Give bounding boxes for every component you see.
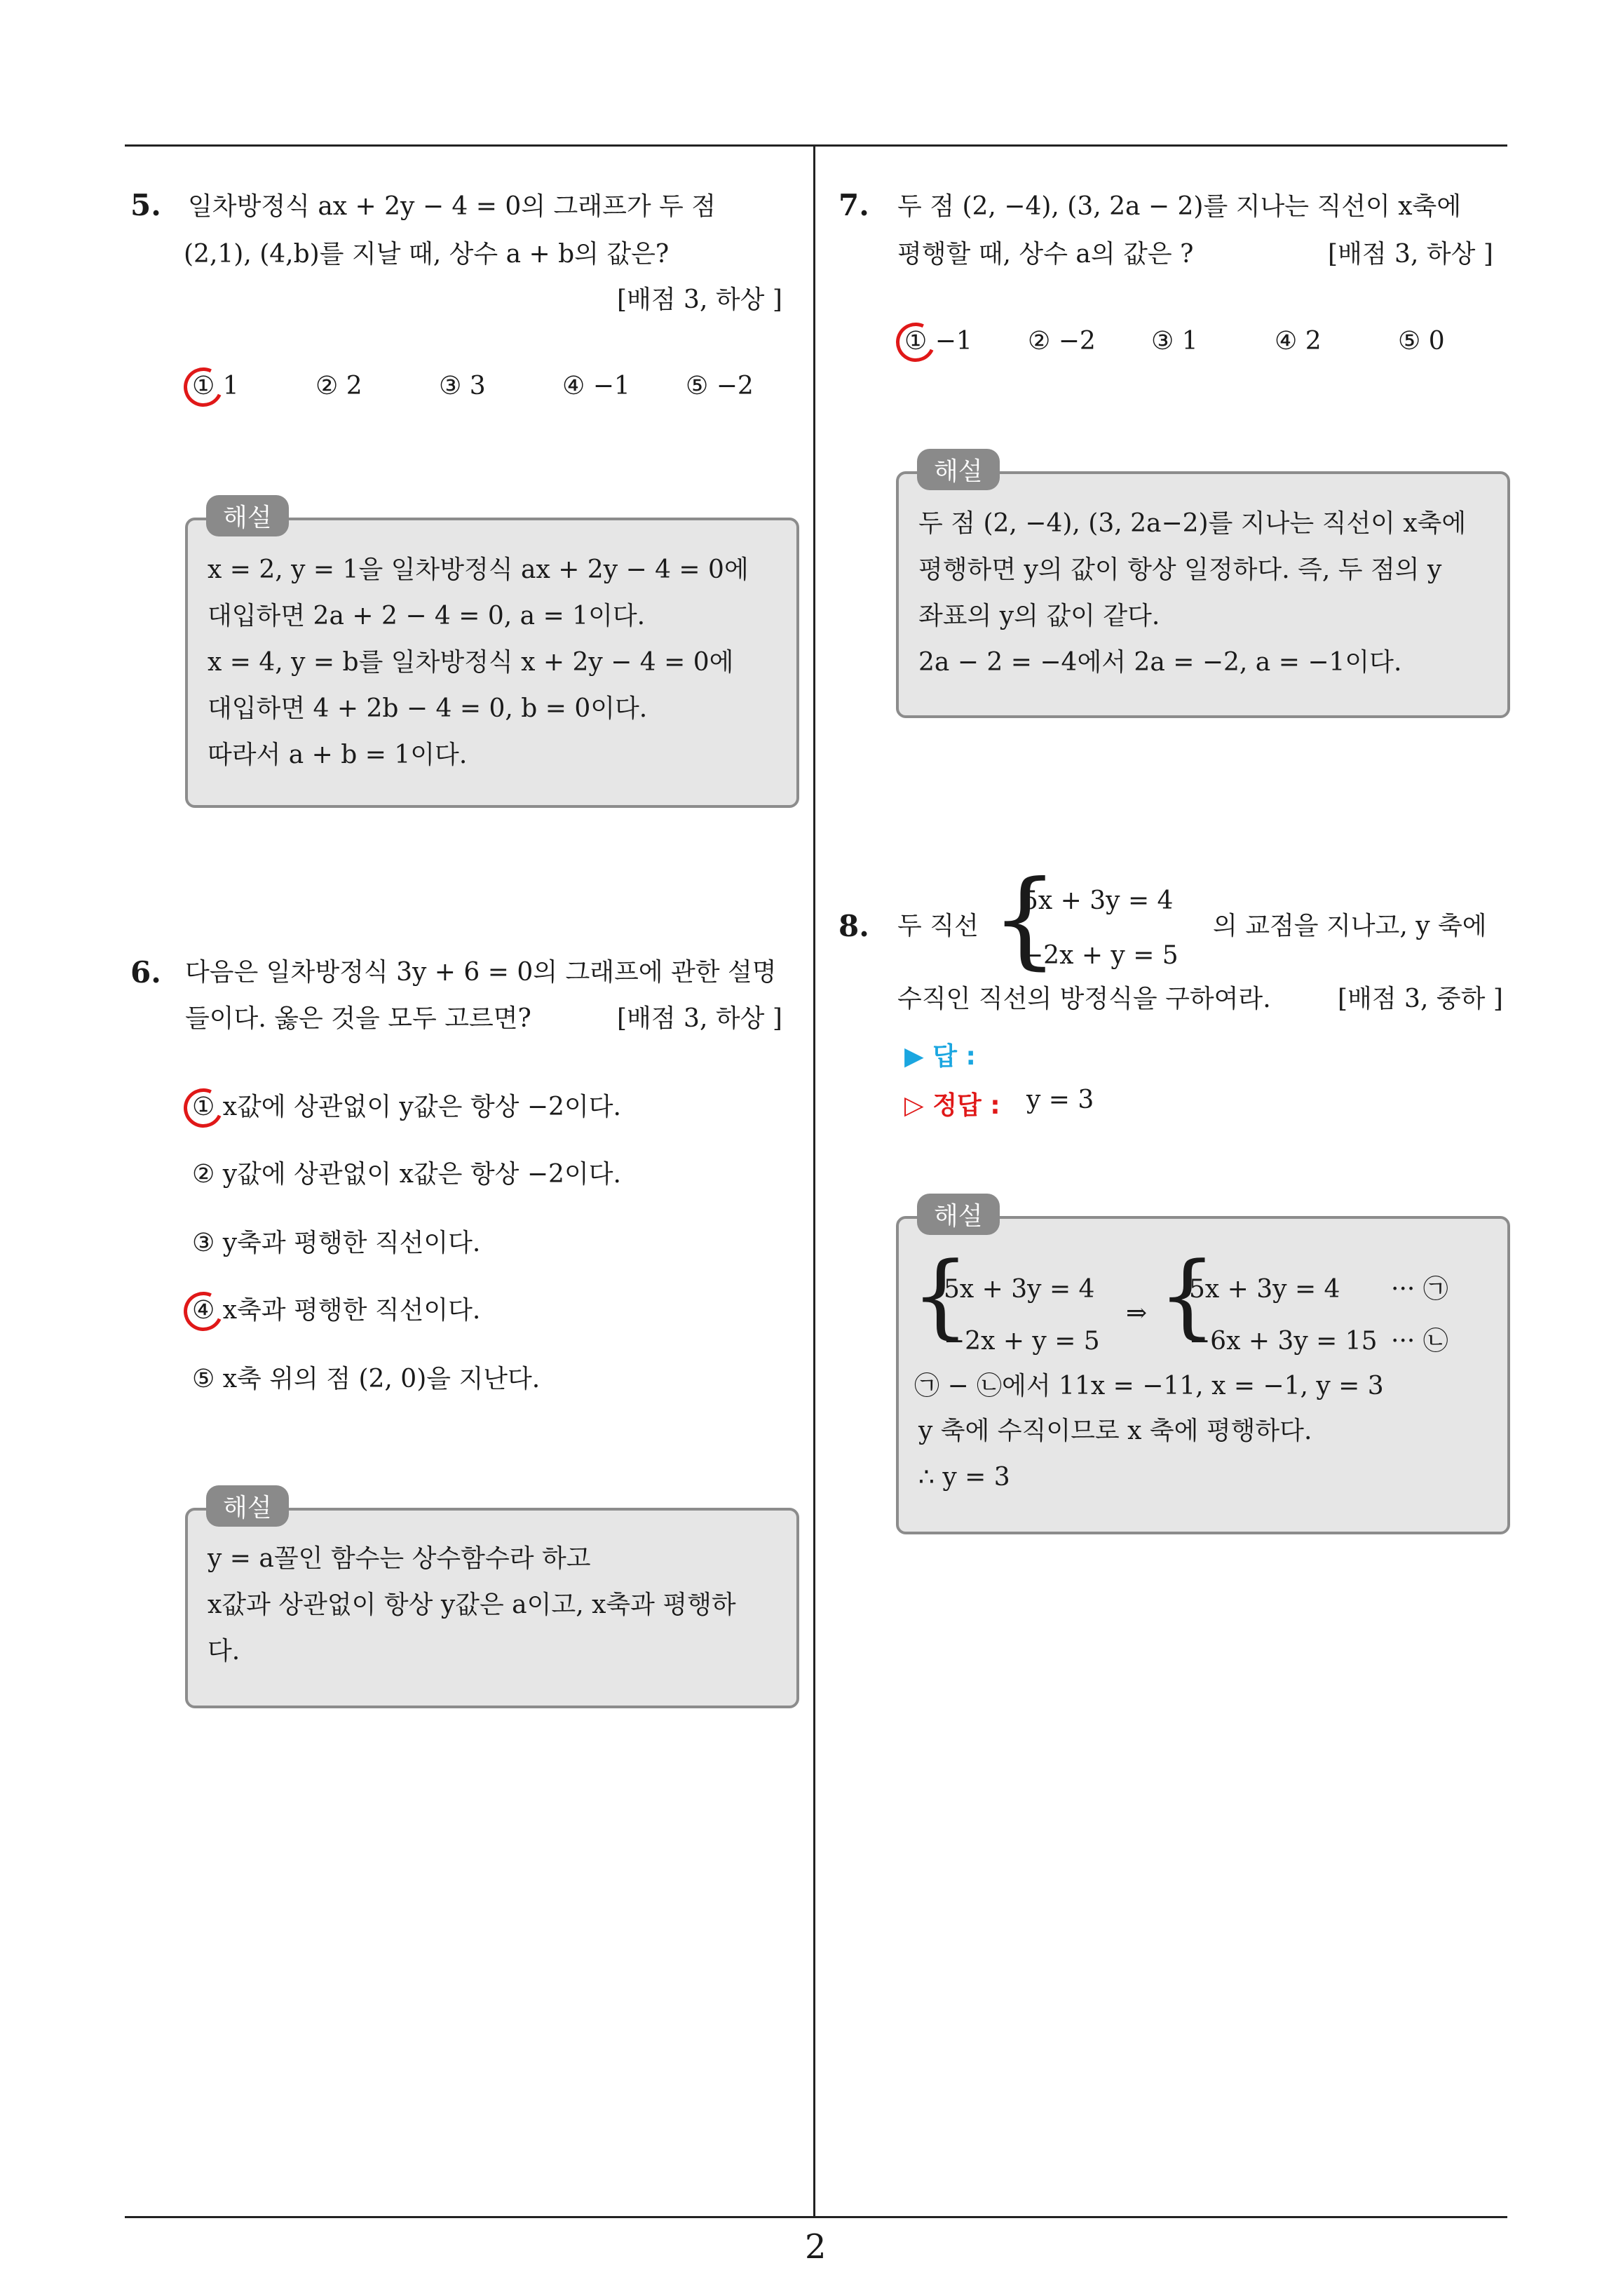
q8-line2: 수직인 직선의 방정식을 구하여라. [897, 985, 1271, 1013]
q8-exp-right2: −6x + 3y = 15 [1189, 1327, 1378, 1356]
q6-choice-5[interactable]: ⑤ x축 위의 점 (2, 0)을 지난다. [192, 1365, 541, 1393]
q8-pre: 두 직선 [897, 912, 979, 940]
q8-answer-label: ▶ 답 : [904, 1042, 976, 1071]
q6-choice-3[interactable]: ③ y축과 평행한 직선이다. [192, 1229, 481, 1257]
q8-system-brace: { [991, 858, 1059, 980]
q6-exp-1: y = a꼴인 함수는 상수함수라 하고 [208, 1544, 591, 1573]
q8-exp-mark1: ··· ㉠ [1391, 1275, 1448, 1304]
q6-choice-2[interactable]: ② y값에 상관없이 x값은 항상 −2이다. [192, 1160, 621, 1189]
q8-meta: [배점 3, 중하 ] [1338, 985, 1503, 1013]
q6-choice-1[interactable]: ① x값에 상관없이 y값은 항상 −2이다. [192, 1093, 621, 1121]
q7-exp-4: 2a − 2 = −4에서 2a = −2, a = −1이다. [918, 648, 1402, 677]
q5-meta: [배점 3, 하상 ] [617, 285, 782, 314]
q7-exp-2: 평행하면 y의 값이 항상 일정하다. 즉, 두 점의 y [918, 555, 1442, 584]
q7-choice-1[interactable]: ① −1 [904, 327, 972, 356]
q8-exp-left2: −2x + y = 5 [944, 1327, 1100, 1356]
footer-rule [125, 2216, 1507, 2218]
q5-line1: 일차방정식 ax + 2y − 4 = 0의 그래프가 두 점 [188, 192, 717, 221]
page-number: 2 [805, 2227, 827, 2267]
q8-exp-arrow: ⇒ [1126, 1299, 1148, 1328]
q5-number: 5. [130, 188, 161, 222]
q8-number: 8. [838, 909, 869, 943]
q7-choice-5[interactable]: ⑤ 0 [1398, 327, 1445, 356]
header-rule [125, 144, 1507, 147]
q6-choice-4[interactable]: ④ x축과 평행한 직선이다. [192, 1296, 481, 1325]
q5-selected-mark [178, 362, 229, 412]
q5-exp-2: 대입하면 2a + 2 − 4 = 0, a = 1이다. [208, 602, 646, 630]
q5-choice-5[interactable]: ⑤ −2 [686, 372, 754, 400]
q8-exp-left1: 5x + 3y = 4 [944, 1275, 1095, 1304]
q5-exp-4: 대입하면 4 + 2b − 4 = 0, b = 0이다. [208, 694, 648, 723]
q7-choice-2[interactable]: ② −2 [1028, 327, 1096, 356]
q8-exp-right1: 5x + 3y = 4 [1189, 1275, 1340, 1304]
q7-selected-mark [890, 317, 941, 367]
q8-correct-label: ▷ 정답 : [904, 1091, 1000, 1120]
q5-choice-4[interactable]: ④ −1 [562, 372, 630, 400]
q8-sys1: 5x + 3y = 4 [1022, 886, 1174, 915]
q8-correct-value: y = 3 [1026, 1086, 1094, 1114]
q6-exp-3: 다. [208, 1637, 240, 1666]
q8-sys2: −2x + y = 5 [1022, 941, 1179, 970]
q5-choice-1[interactable]: ① 1 [192, 372, 239, 400]
q7-line2: 평행할 때, 상수 a의 값은 ? [897, 240, 1194, 269]
q8-post: 의 교점을 지나고, y 축에 [1213, 912, 1487, 940]
q5-exp-5: 따라서 a + b = 1이다. [208, 741, 468, 769]
q5-choice-2[interactable]: ② 2 [315, 372, 362, 400]
q8-exp-3: ∴ y = 3 [918, 1463, 1010, 1492]
q5-line2: (2,1), (4,b)를 지날 때, 상수 a + b의 값은? [184, 240, 670, 269]
q5-exp-1: x = 2, y = 1을 일차방정식 ax + 2y − 4 = 0에 [208, 555, 749, 584]
q8-exp-2: y 축에 수직이므로 x 축에 평행하다. [918, 1417, 1312, 1445]
q6-number: 6. [130, 955, 161, 990]
q6-exp-2: x값과 상관없이 항상 y값은 a이고, x축과 평행하 [208, 1591, 736, 1619]
q6-meta: [배점 3, 하상 ] [617, 1004, 782, 1033]
q6-explanation-tag: 해설 [206, 1485, 289, 1527]
q7-line1: 두 점 (2, −4), (3, 2a − 2)를 지나는 직선이 x축에 [897, 192, 1462, 221]
q7-number: 7. [838, 188, 869, 222]
q5-exp-3: x = 4, y = b를 일차방정식 x + 2y − 4 = 0에 [208, 648, 734, 677]
q8-exp-1: ㉠ − ㉡에서 11x = −11, x = −1, y = 3 [914, 1372, 1384, 1400]
q7-choice-3[interactable]: ③ 1 [1151, 327, 1198, 356]
q5-explanation-tag: 해설 [206, 495, 289, 536]
column-divider [813, 144, 815, 2217]
q7-explanation-tag: 해설 [917, 449, 1000, 490]
q8-exp-right-brace: { [1158, 1242, 1216, 1349]
q8-explanation-tag: 해설 [917, 1194, 1000, 1235]
q6-line2: 들이다. 옳은 것을 모두 고르면? [185, 1004, 531, 1033]
q7-exp-3: 좌표의 y의 값이 같다. [918, 602, 1160, 630]
q7-choice-4[interactable]: ④ 2 [1275, 327, 1322, 356]
q8-exp-left-brace: { [911, 1242, 970, 1349]
q7-meta: [배점 3, 하상 ] [1328, 240, 1493, 269]
q5-choice-3[interactable]: ③ 3 [439, 372, 486, 400]
q8-exp-mark2: ··· ㉡ [1391, 1327, 1448, 1356]
q7-exp-1: 두 점 (2, −4), (3, 2a−2)를 지나는 직선이 x축에 [918, 509, 1467, 538]
q6-line1: 다음은 일차방정식 3y + 6 = 0의 그래프에 관한 설명 [185, 958, 777, 987]
